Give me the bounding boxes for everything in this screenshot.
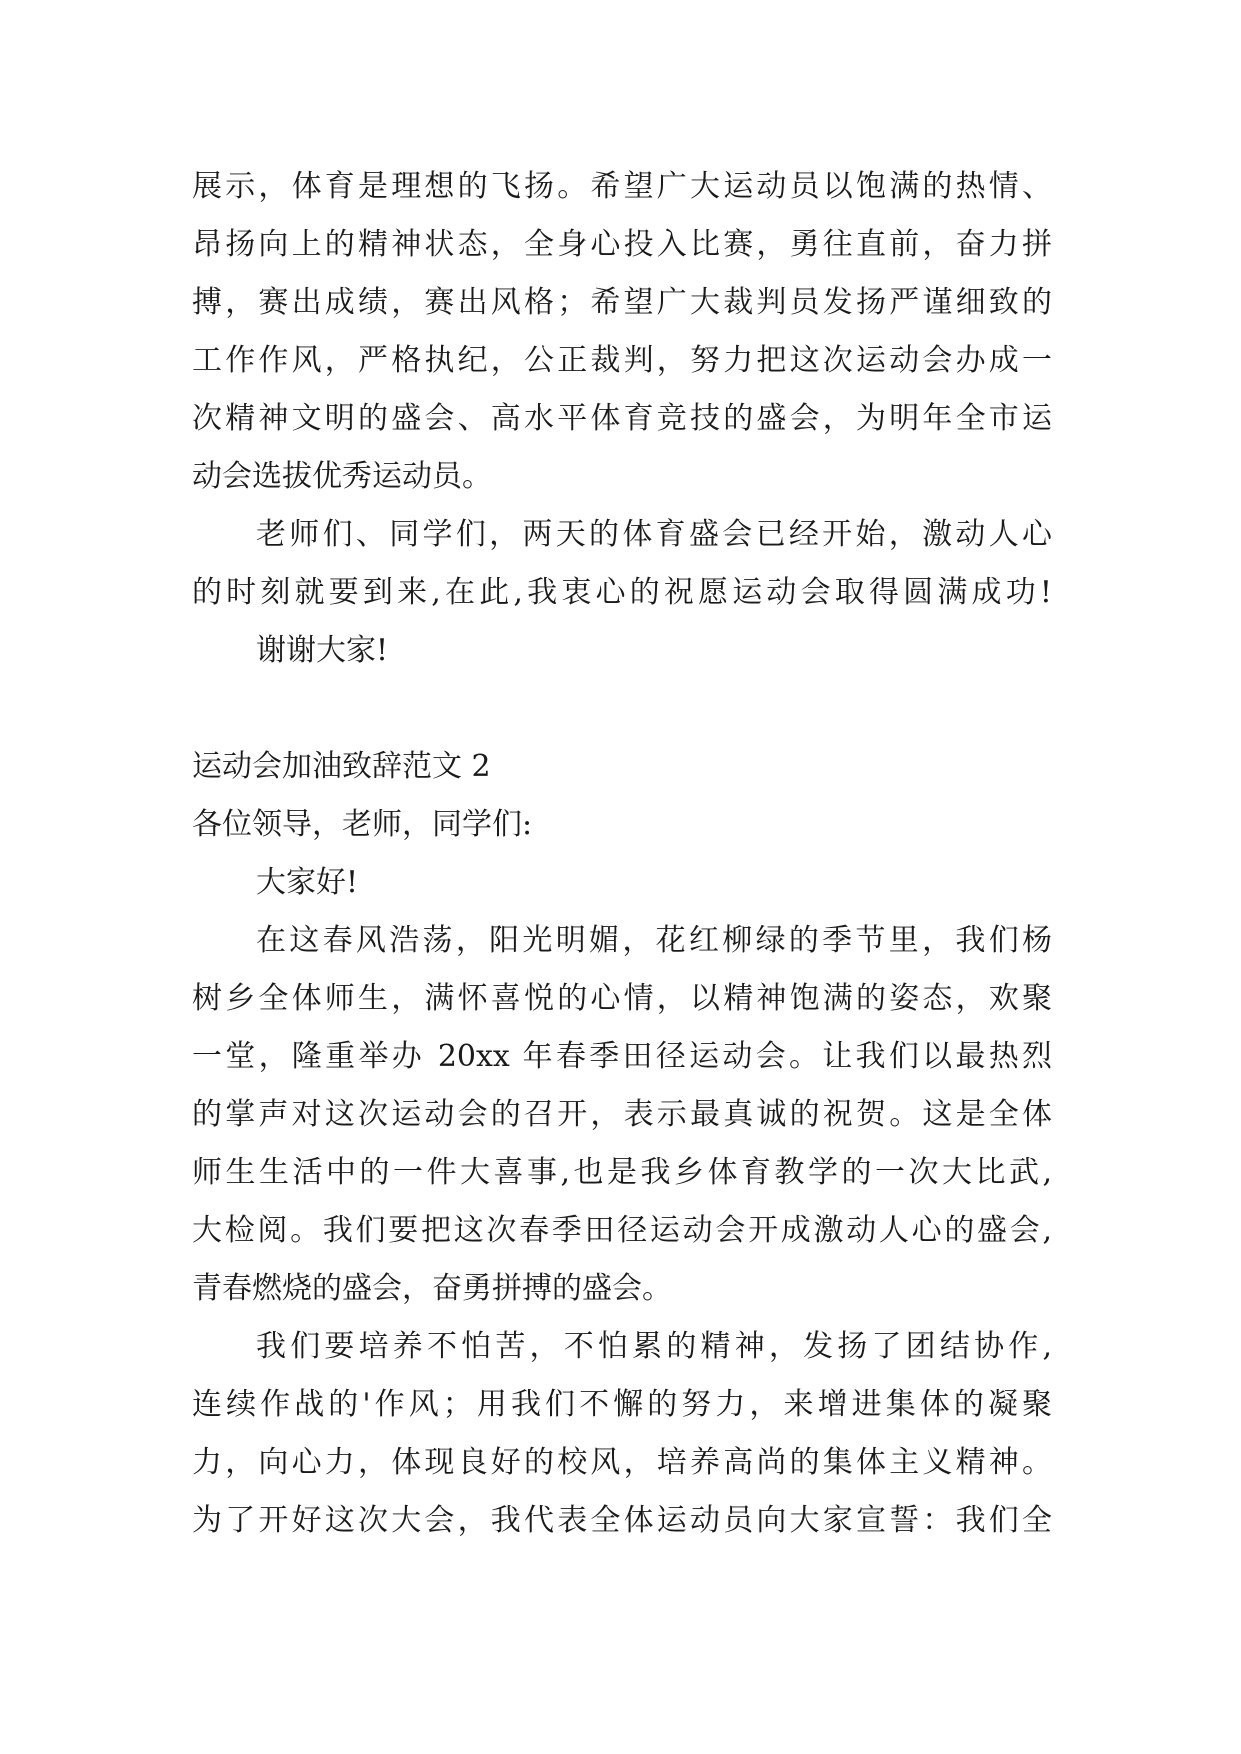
text-line: 展示，体育是理想的飞扬。希望广大运动员以饱满的热情、 <box>192 169 1052 204</box>
paragraph-oath <box>192 1318 1052 1550</box>
text-line: 师生生活中的一件大喜事,也是我乡体育教学的一次大比武, <box>192 1155 1052 1190</box>
text-line: 大家好! <box>256 865 359 900</box>
text-line: 力，向心力，体现良好的校风，培养高尚的集体主义精神。 <box>192 1445 1052 1480</box>
section-spacer <box>192 680 1052 738</box>
text-line: 的时刻就要到来,在此,我衷心的祝愿运动会取得圆满成功! <box>192 575 1052 610</box>
text-line: 动会选拔优秀运动员。 <box>192 459 492 494</box>
paragraph-greeting <box>192 854 1052 912</box>
text-line: 工作作风，严格执纪，公正裁判，努力把这次运动会办成一 <box>192 343 1052 378</box>
text-line: 在这春风浩荡，阳光明媚，花红柳绿的季节里，我们杨 <box>256 923 1052 958</box>
paragraph-closing-wish <box>192 506 1052 622</box>
text-line: 连续作战的'作风；用我们不懈的努力，来增进集体的凝聚 <box>192 1387 1052 1422</box>
text-line: 搏，赛出成绩，赛出风格；希望广大裁判员发扬严谨细致的 <box>192 285 1052 320</box>
text-line: 谢谢大家! <box>256 633 389 668</box>
salutation: 各位领导，老师，同学们: <box>192 807 533 842</box>
text-line: 的掌声对这次运动会的召开，表示最真诚的祝贺。这是全体 <box>192 1097 1052 1132</box>
text-line: 一堂，隆重举办 20xx 年春季田径运动会。让我们以最热烈 <box>192 1039 1052 1074</box>
section-title: 运动会加油致辞范文 2 <box>192 749 491 784</box>
document-body <box>192 158 1052 1550</box>
text-line: 青春燃烧的盛会，奋勇拼搏的盛会。 <box>192 1271 672 1306</box>
text-line: 树乡全体师生，满怀喜悦的心情，以精神饱满的姿态，欢聚 <box>192 981 1052 1016</box>
paragraph-opening <box>192 912 1052 1318</box>
text-line: 次精神文明的盛会、高水平体育竞技的盛会，为明年全市运 <box>192 401 1052 436</box>
paragraph-continued <box>192 158 1052 506</box>
text-line: 大检阅。我们要把这次春季田径运动会开成激动人心的盛会, <box>192 1213 1052 1248</box>
text-line: 为了开好这次大会，我代表全体运动员向大家宣誓：我们全 <box>192 1503 1052 1538</box>
text-line: 老师们、同学们，两天的体育盛会已经开始，激动人心 <box>256 517 1052 552</box>
text-line: 昂扬向上的精神状态，全身心投入比赛，勇往直前，奋力拼 <box>192 227 1052 262</box>
paragraph-thanks <box>192 622 1052 680</box>
text-line: 我们要培养不怕苦，不怕累的精神，发扬了团结协作, <box>256 1329 1052 1364</box>
